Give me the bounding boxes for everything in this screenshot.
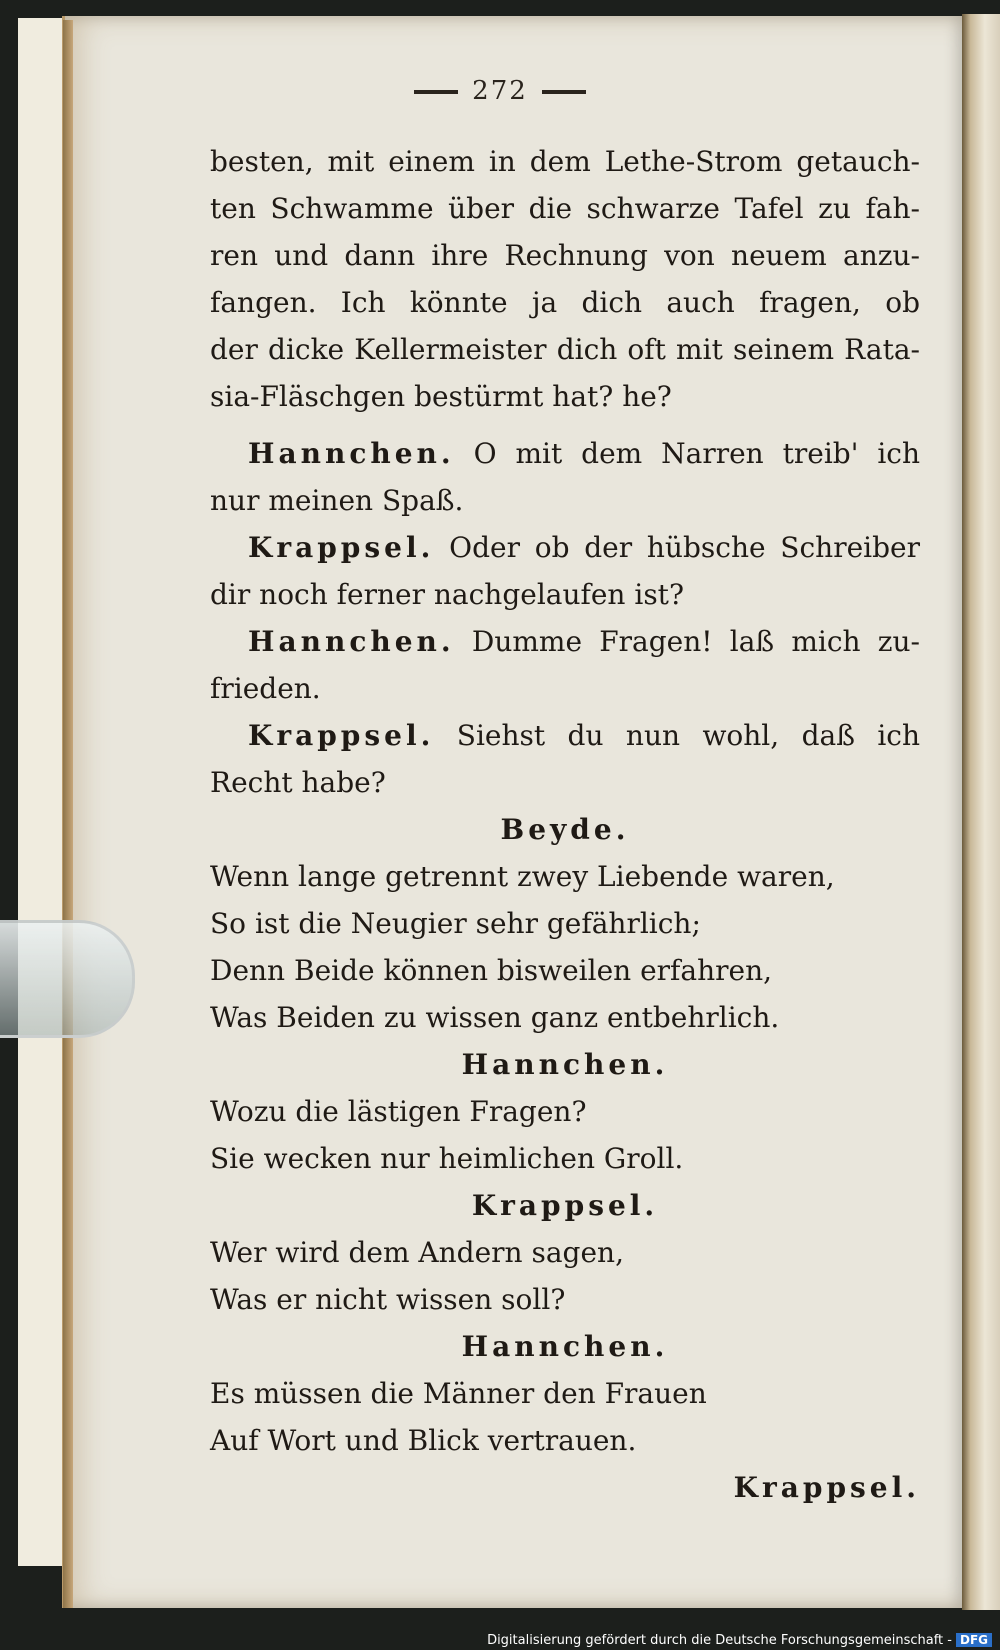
verse-line: Es müssen die Männer den Frauen [210,1377,707,1410]
verse-line: Auf Wort und Blick vertrauen. [210,1424,637,1457]
header-dash-left [414,90,458,94]
catchword: Krappsel. [733,1471,920,1504]
text-line: der dicke Kellermeister dich oft mit seinem Rata- [210,333,920,366]
dialogue-line [210,524,920,571]
page-number: 272 [472,76,528,106]
text-line: ten Schwamme über die schwarze Tafel zu fah- [210,192,920,225]
verse-line: Wer wird dem Andern sagen, [210,1236,624,1269]
page-text [210,138,920,1511]
speaker-name: Hannchen. [248,625,455,658]
verse-line: Was Beiden zu wissen ganz entbehrlich. [210,1001,780,1034]
verse-speaker: Hannchen. [461,1330,669,1363]
dialogue-continuation: frieden. [210,672,321,705]
dialogue-line [210,430,920,477]
speech-text: Oder ob der hübsche Schreiber [449,531,920,564]
text-line: sia-Fläschgen bestürmt hat? he? [210,380,672,413]
dialogue-continuation: dir noch ferner nachgelaufen ist? [210,578,684,611]
verse-line: Wenn lange getrennt zwey Liebende waren, [210,860,835,893]
verse-line: Was er nicht wissen soll? [210,1283,566,1316]
page-number-header [0,76,1000,106]
verse-line: So ist die Neugier sehr gefährlich; [210,907,701,940]
verse-line: Wozu die lästigen Fragen? [210,1095,587,1128]
verse-speaker: Hannchen. [461,1048,669,1081]
text-line: besten, mit einem in dem Lethe-Strom getauch- [210,145,920,178]
text-line: ren und dann ihre Rechnung von neuem anzu- [210,239,920,272]
dialogue-line [210,618,920,665]
digitization-credit [487,1633,992,1648]
dialogue-line [210,712,920,759]
book-right-edge [962,14,1000,1610]
dialogue-continuation: nur meinen Spaß. [210,484,464,517]
header-dash-right [542,90,586,94]
speaker-name: Hannchen. [248,437,455,470]
verse-line: Denn Beide können bisweilen erfahren, [210,954,773,987]
credit-text: Digitalisierung gefördert durch die Deutsche Forschungsgemeinschaft - [487,1633,952,1648]
dfg-logo: DFG [956,1633,992,1647]
verse-speaker: Krappsel. [471,1189,659,1222]
verse-line: Sie wecken nur heimlichen Groll. [210,1142,684,1175]
text-line: fangen. Ich könnte ja dich auch fragen, ob [210,286,920,319]
speaker-name: Krappsel. [248,531,435,564]
speech-text: Dumme Fragen! laß mich zu- [471,625,921,658]
speech-text: Siehst du nun wohl, daß ich [456,719,920,752]
page-gutter [63,20,73,1608]
book-clip [0,920,135,1038]
speech-text: O mit dem Narren treib' ich [473,437,921,470]
dialogue-continuation: Recht habe? [210,766,386,799]
speaker-name: Krappsel. [248,719,435,752]
verse-speaker: Beyde. [500,813,630,846]
